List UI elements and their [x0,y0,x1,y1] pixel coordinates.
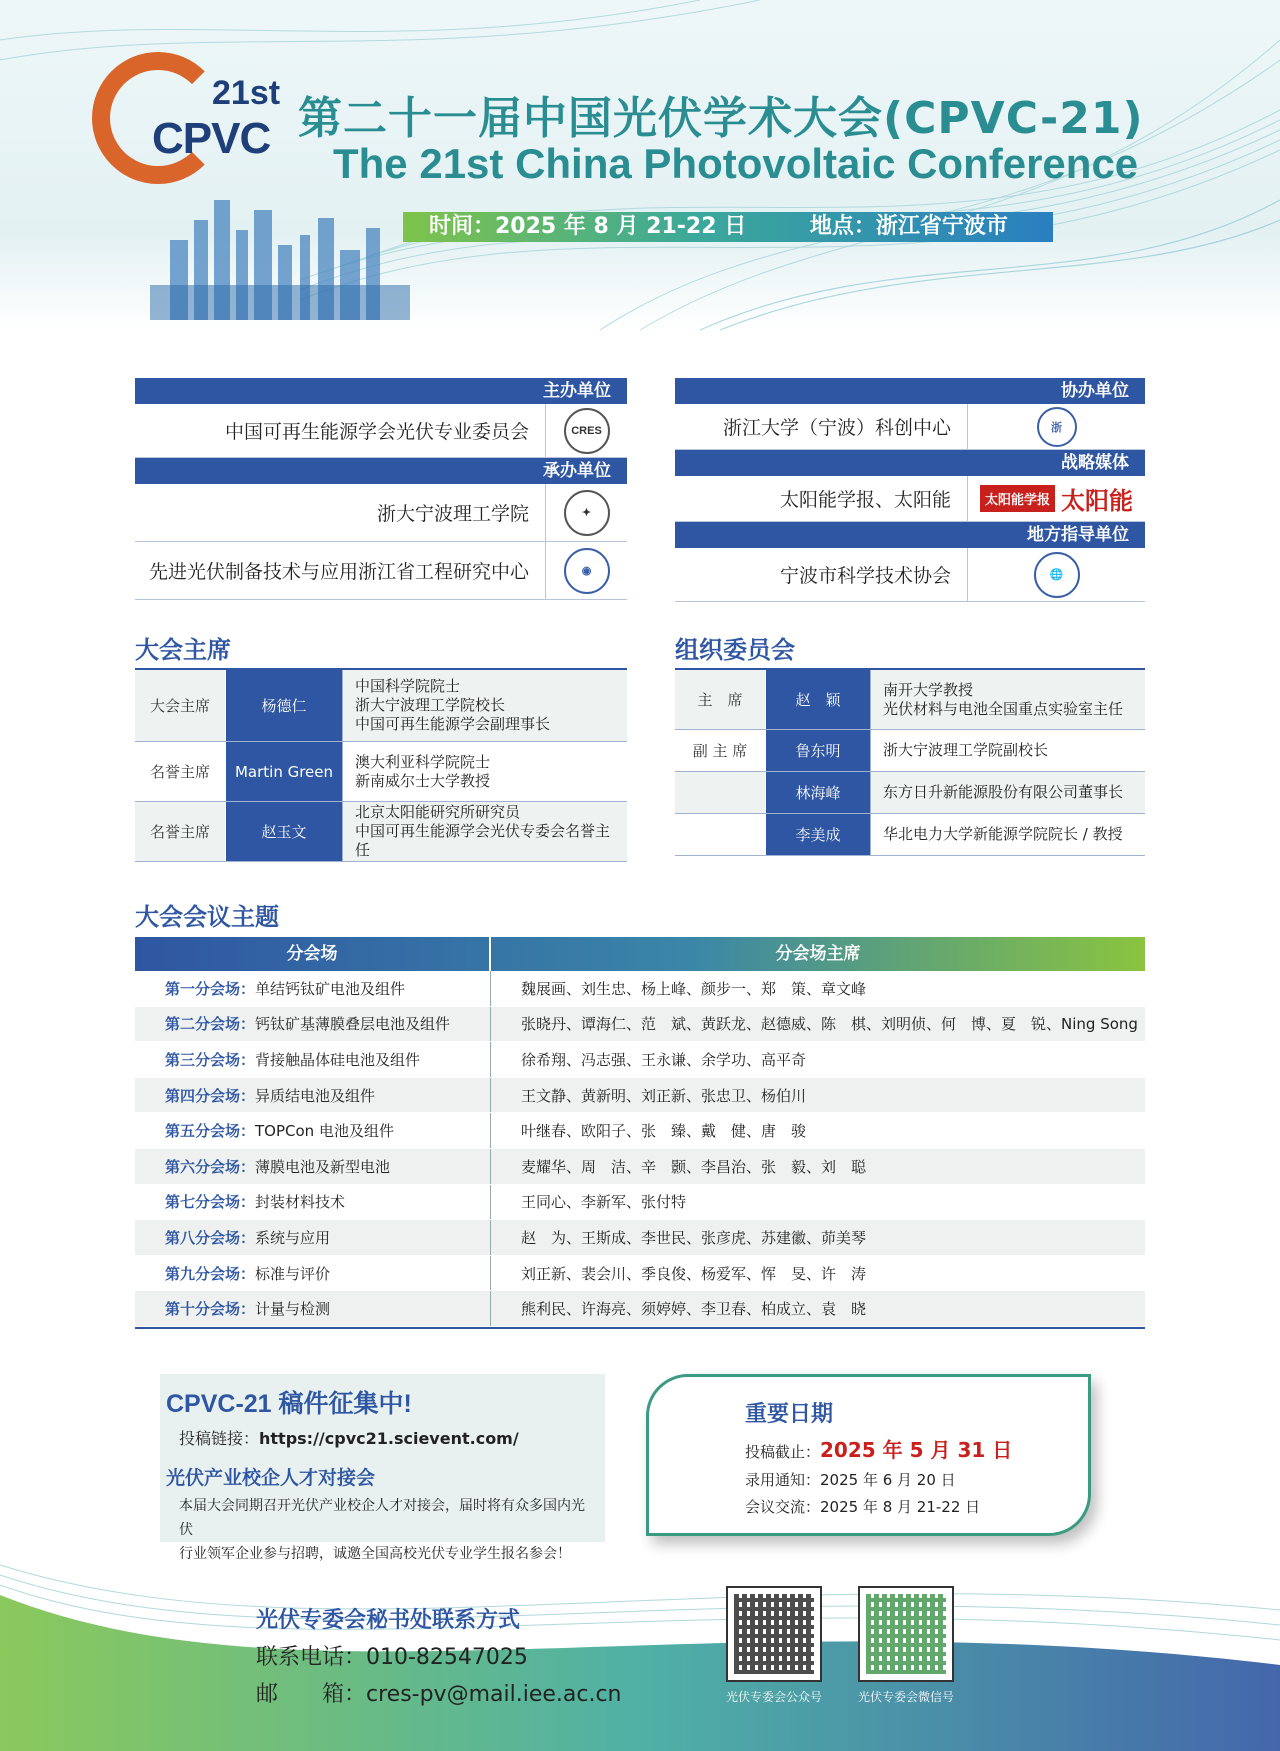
desc-line: 澳大利亚科学院院士 [355,752,491,771]
session-topic-text: 薄膜电池及新型电池 [255,1157,391,1176]
session-topic-text: TOPCon 电池及组件 [255,1122,394,1141]
desc-line: 光伏材料与电池全国重点实验室主任 [883,699,1124,718]
important-dates-box [646,1374,1091,1536]
chair-desc [343,670,627,741]
org-row [675,404,1145,450]
qr2-caption: 光伏专委会微信号 [858,1690,955,1704]
org-logo [967,476,1145,521]
committee-row [675,814,1145,856]
header-banner [0,0,1280,332]
globe-seal-icon: 🌐 [1034,552,1080,598]
session-number: 第三分会场： [165,1050,256,1069]
chair-row [135,742,627,802]
organizers-right [675,378,1145,602]
org-heading-guidance: 地方指导单位 [675,522,1145,548]
session-row [135,1256,1145,1292]
org-heading-co-organizer: 协办单位 [675,378,1145,404]
committee-desc [871,814,1145,855]
committee-row [675,772,1145,814]
session-topic [135,1042,491,1077]
session-chairs: 麦耀华、周 洁、辛 颢、李昌治、张 毅、刘 聪 [521,1157,867,1176]
committee-desc [871,772,1145,813]
org-name: 先进光伏制备技术与应用浙江省工程研究中心 [148,561,529,583]
chairs-title: 大会主席 [135,636,231,664]
cfp-title: CPVC-21 稿件征集中! [166,1390,412,1418]
org-row [675,476,1145,522]
logo-ordinal: 21st [212,74,281,112]
city-skyline-icon [150,190,410,320]
media-logo [980,481,1133,516]
qr-code-wechat [858,1586,954,1682]
session-chairs: 赵 为、王斯成、李世民、张彦虎、苏建徽、茆美琴 [521,1228,867,1247]
session-row [135,1220,1145,1256]
qr-code-official-account [726,1586,822,1682]
org-row [675,548,1145,602]
session-chairs: 张晓丹、谭海仁、范 斌、黄跃龙、赵德威、陈 棋、刘明侦、何 博、夏 锐、Ning Song [521,1015,1138,1034]
desc-line: 新南威尔士大学教授 [355,771,491,790]
session-number: 第五分会场： [165,1122,256,1141]
desc-line: 中国可再生能源学会副理事长 [355,715,551,733]
session-row [135,971,1145,1007]
job-fair-title: 光伏产业校企人才对接会 [166,1467,376,1489]
committee-name: 鲁东明 [765,730,871,771]
session-number: 第七分会场： [165,1193,256,1212]
session-number: 第六分会场： [165,1157,256,1176]
desc-line: 浙大宁波理工学院副校长 [883,741,1049,759]
org-logo [545,484,627,541]
chair-desc [343,802,627,861]
session-topic [135,1256,491,1291]
chair-role: 名誉主席 [149,823,210,841]
session-topic-text: 异质结电池及组件 [255,1086,376,1105]
contact-block [256,1603,622,1708]
dates-title: 重要日期 [745,1402,834,1427]
org-name: 太阳能学报、太阳能 [779,489,951,511]
chair-row [135,802,627,862]
logo-text: CPVC [152,114,271,163]
chairs-table [135,668,627,862]
committee-name: 林海峰 [765,772,871,813]
session-chairs: 魏展画、刘生忠、杨上峰、颜步一、郑 策、章文峰 [521,979,867,998]
job-fair-line: 行业领军企业参与招聘，诚邀全国高校光伏专业学生报名参会！ [179,1546,571,1562]
committee-row [675,730,1145,772]
session-number: 第八分会场： [165,1228,256,1247]
session-row [135,1113,1145,1149]
chair-row [135,670,627,742]
session-number: 第四分会场： [165,1086,256,1105]
session-row [135,1007,1145,1043]
cfp-link[interactable]: https://cpvc21.scievent.com/ [259,1429,519,1448]
session-chairs: 王同心、李新军、张付特 [521,1193,687,1212]
session-topic [135,1220,491,1255]
contact-email[interactable]: 邮 箱：cres-pv@mail.iee.ac.cn [256,1682,622,1707]
session-number: 第十分会场： [165,1300,256,1319]
deadline-label: 投稿截止： [745,1443,821,1461]
organizers-left [135,378,627,600]
contact-title: 光伏专委会秘书处联系方式 [256,1608,521,1633]
col-session-chairs: 分会场主席 [775,944,861,964]
org-heading-media: 战略媒体 [675,450,1145,476]
qr1-caption: 光伏专委会公众号 [726,1690,823,1704]
session-topic [135,1185,491,1220]
chair-role: 名誉主席 [149,763,210,781]
journal-logo-a: 太阳能学报 [980,485,1055,512]
session-topic-text: 标准与评价 [255,1264,331,1283]
footer-wave-icon [0,1555,1280,1751]
org-row [135,542,627,600]
col-session: 分会场 [135,937,491,971]
session-topic-text: 钙钛矿基薄膜叠层电池及组件 [255,1015,451,1034]
qr-code-icon [734,1594,814,1674]
title-chinese: 第二十一届中国光伏学术大会(CPVC-21) [298,93,1144,144]
notice-row: 录用通知：2025 年 6 月 20 日 [745,1471,956,1489]
session-number: 第一分会场： [165,979,256,998]
chair-desc [343,742,627,801]
committee-role [675,814,765,855]
title-english: The 21st China Photovoltaic Conference [333,140,1139,187]
session-rows [135,971,1145,1327]
sessions-table [135,937,1145,1329]
cfp-link-label: 投稿链接： [179,1429,260,1448]
committee-role: 主 席 [697,691,743,709]
session-topic-text: 单结钙钛矿电池及组件 [255,979,406,998]
org-name: 宁波市科学技术协会 [779,565,951,587]
session-chairs: 刘正新、裴会川、季良俊、杨爱军、恽 旻、许 涛 [521,1264,867,1283]
chair-name: 杨德仁 [225,670,343,741]
qr-code-icon [866,1594,946,1674]
org-row [135,484,627,542]
time-place-bar [403,212,1053,242]
org-heading-host: 主办单位 [135,378,627,404]
engineering-center-icon: ◉ [564,548,610,594]
session-row [135,1078,1145,1114]
session-topic-text: 封装材料技术 [255,1193,346,1212]
session-number: 第九分会场： [165,1264,256,1283]
org-name: 浙江大学（宁波）科创中心 [722,417,951,439]
deadline-date: 2025 年 5 月 31 日 [820,1438,1013,1462]
session-row [135,1185,1145,1221]
committee-desc [871,730,1145,771]
session-row [135,1149,1145,1185]
desc-line: 中国科学院院士 [355,677,461,695]
table-bottom-rule [135,1327,1145,1329]
journal-logo-b: 太阳能 [1061,487,1133,515]
session-topic-text: 背接触晶体硅电池及组件 [255,1050,421,1069]
session-chairs: 王文静、黄新明、刘正新、张忠卫、杨伯川 [521,1086,807,1105]
event-place: 地点：浙江省宁波市 [809,214,1008,239]
committee-desc [871,670,1145,729]
sessions-header [135,937,1145,971]
session-row [135,1042,1145,1078]
cpvc-logo [92,52,282,202]
chair-role: 大会主席 [149,697,210,715]
committee-table [675,668,1145,856]
session-chairs: 徐希翔、冯志强、王永谦、余学功、高平奇 [521,1050,807,1069]
session-number: 第二分会场： [165,1015,256,1034]
desc-line: 浙大宁波理工学院校长 [355,696,506,714]
job-fair-line: 本届大会同期召开光伏产业校企人才对接会，届时将有众多国内光伏 [179,1498,585,1538]
session-chairs: 叶继春、欧阳子、张 臻、戴 健、唐 骏 [521,1122,807,1141]
chair-name: Martin Green [225,742,343,801]
session-topic [135,1291,491,1326]
committee-name: 李美成 [765,814,871,855]
committee-row [675,670,1145,730]
desc-line: 东方日升新能源股份有限公司董事长 [883,783,1124,801]
footer-decoration [0,1555,1280,1751]
desc-line: 中国可再生能源学会光伏专委会名誉主任 [355,822,611,859]
org-name: 中国可再生能源学会光伏专业委员会 [224,421,529,443]
cfp-link-line [166,1426,599,1449]
call-for-papers-box [160,1374,605,1562]
session-topic-text: 系统与应用 [255,1228,331,1247]
org-logo [967,404,1145,449]
event-time: 时间：2025 年 8 月 21-22 日 [429,214,747,239]
org-heading-organizer: 承办单位 [135,458,627,484]
cres-logo-icon: CRES [564,408,610,454]
committee-role [675,772,765,813]
org-name: 浙大宁波理工学院 [376,503,529,525]
session-topic-text: 计量与检测 [255,1300,331,1319]
committee-title: 组织委员会 [675,636,795,664]
session-topic [135,1078,491,1113]
deadline-row [745,1434,1088,1463]
session-chairs: 熊利民、许海亮、须婷婷、李卫春、柏成立、袁 晓 [521,1300,867,1319]
org-logo [967,548,1145,601]
committee-name: 赵 颖 [765,670,871,729]
org-logo [545,542,627,599]
session-topic [135,1113,491,1148]
zju-logo-icon: 浙 [1037,407,1077,447]
desc-line: 北京太阳能研究所研究员 [355,803,521,821]
nit-seal-icon: ✦ [564,490,610,536]
session-topic [135,1149,491,1184]
session-row [135,1291,1145,1327]
session-topic [135,971,491,1006]
sessions-title: 大会会议主题 [135,903,279,931]
org-logo [545,404,627,457]
chair-name: 赵玉文 [225,802,343,861]
committee-role: 副 主 席 [692,742,748,760]
org-row [135,404,627,458]
desc-line: 南开大学教授 [883,680,974,699]
desc-line: 华北电力大学新能源学院院长 / 教授 [883,825,1123,843]
session-topic [135,1007,491,1042]
contact-phone: 联系电话：010-82547025 [256,1645,528,1670]
meeting-row: 会议交流：2025 年 8 月 21-22 日 [745,1498,981,1516]
